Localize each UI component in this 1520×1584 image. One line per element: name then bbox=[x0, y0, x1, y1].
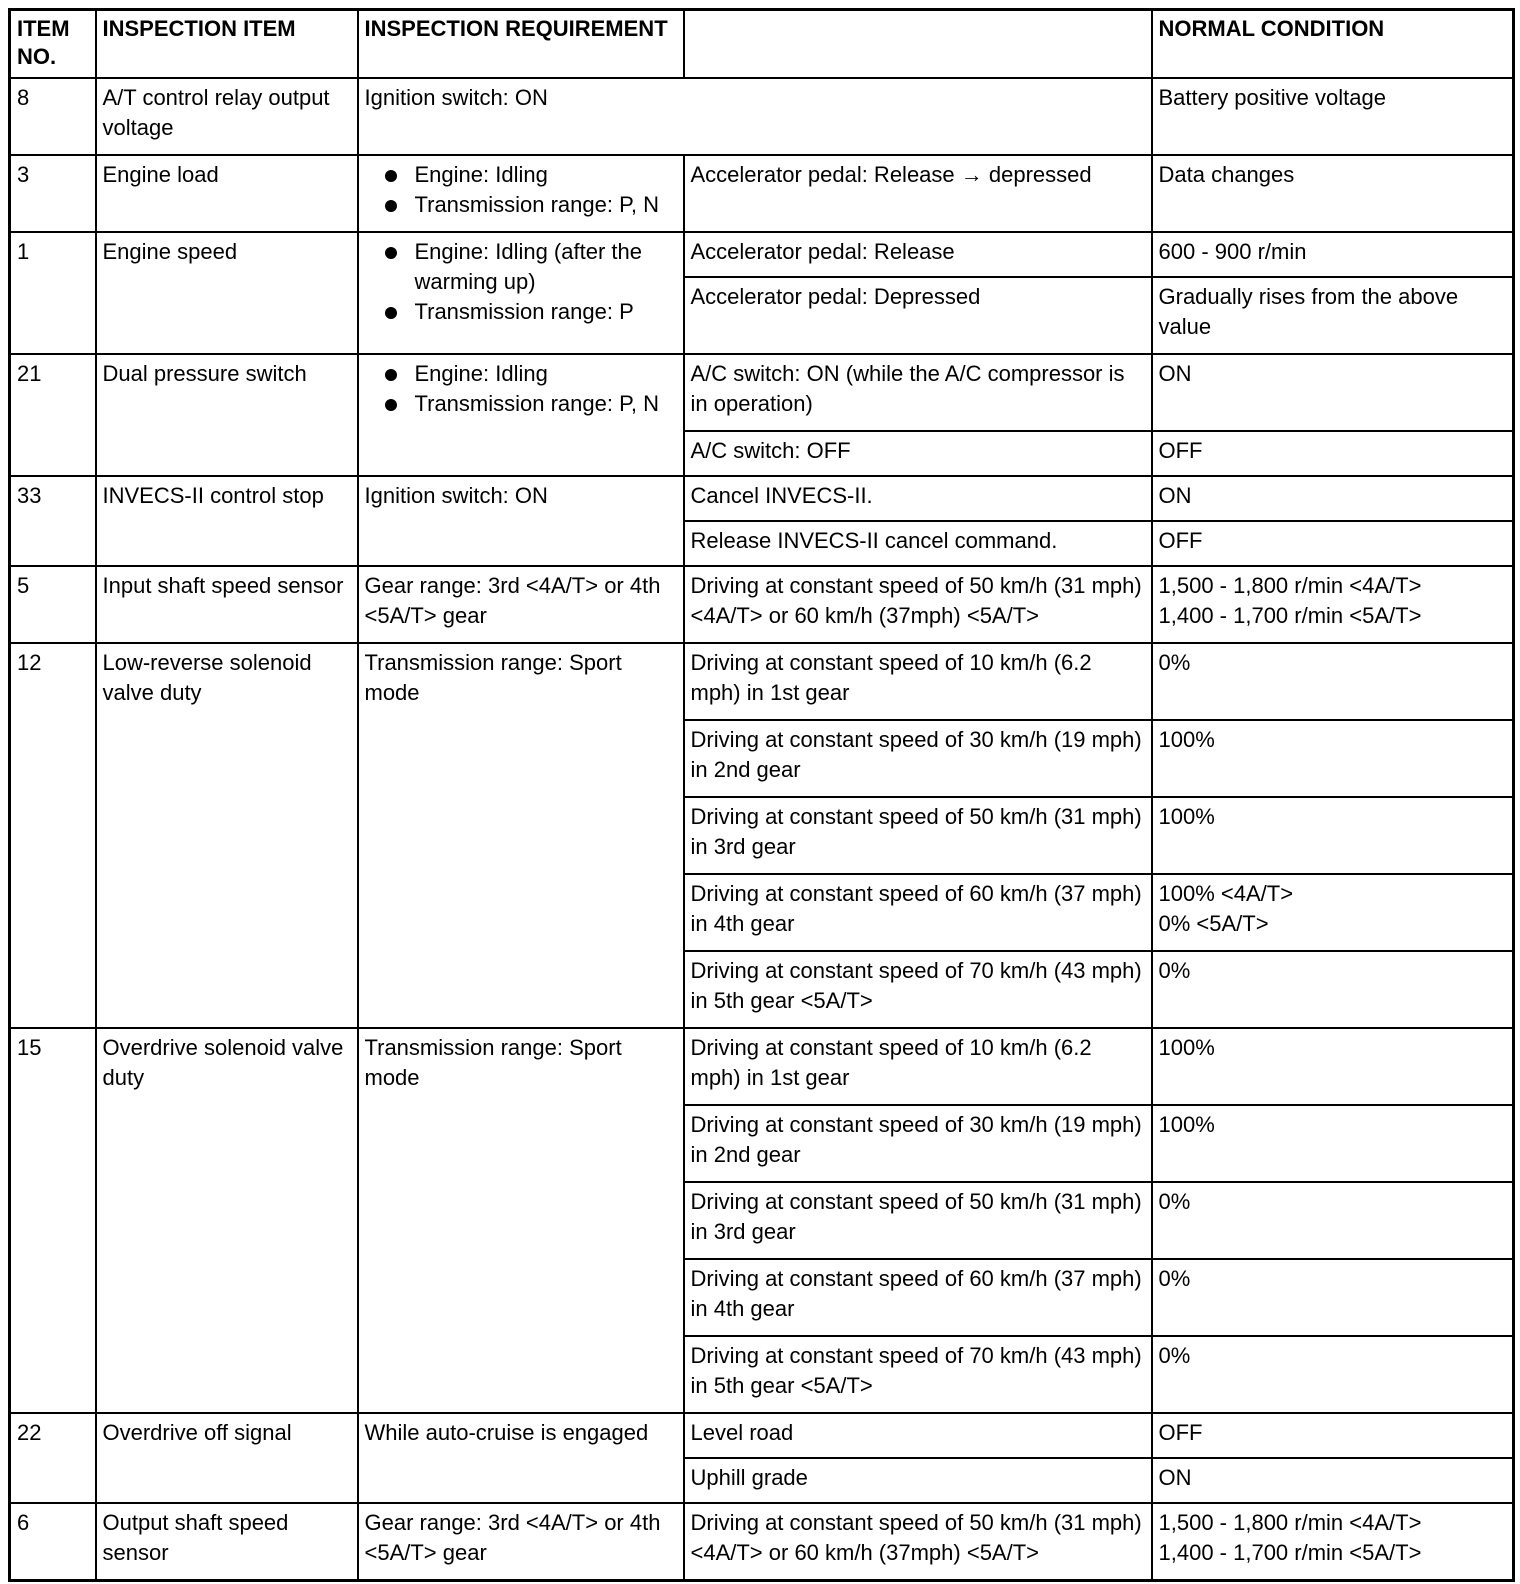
requirement-bullet-list bbox=[365, 160, 677, 220]
table-body bbox=[10, 78, 1514, 1581]
inspection-item-cell: Input shaft speed sensor bbox=[96, 566, 358, 643]
table-row bbox=[10, 566, 1514, 643]
item-no-cell: 22 bbox=[10, 1413, 96, 1503]
normal-condition-cell: OFF bbox=[1152, 431, 1514, 476]
item-no-cell: 8 bbox=[10, 78, 96, 155]
requirement-bullet-item: Engine: Idling bbox=[365, 160, 677, 190]
condition-cell: Driving at constant speed of 30 km/h (19 mph) in 2nd gear bbox=[684, 720, 1152, 797]
normal-condition-cell: 100% bbox=[1152, 1028, 1514, 1105]
condition-cell: Driving at constant speed of 50 km/h (31 mph) <4A/T> or 60 km/h (37mph) <5A/T> bbox=[684, 566, 1152, 643]
requirement-bullet-item: Engine: Idling (after the warming up) bbox=[365, 237, 677, 297]
table-row bbox=[10, 232, 1514, 277]
header-row bbox=[10, 10, 1514, 79]
requirement-bullet-item: Engine: Idling bbox=[365, 359, 677, 389]
header-inspection-item: INSPECTION ITEM bbox=[96, 10, 358, 79]
inspection-item-cell: INVECS-II control stop bbox=[96, 476, 358, 566]
normal-condition-line: 100% <4A/T> bbox=[1158, 880, 1294, 906]
condition-cell: Driving at constant speed of 70 km/h (43 mph) in 5th gear <5A/T> bbox=[684, 1336, 1152, 1413]
item-no-cell: 33 bbox=[10, 476, 96, 566]
normal-condition-cell: 100% bbox=[1152, 797, 1514, 874]
inspection-requirement-cell: Ignition switch: ON bbox=[358, 476, 684, 566]
inspection-requirement-cell bbox=[358, 354, 684, 476]
table-row bbox=[10, 1028, 1514, 1105]
normal-condition-cell: OFF bbox=[1152, 521, 1514, 566]
normal-condition-cell bbox=[1152, 1503, 1514, 1581]
inspection-requirement-cell: Transmission range: Sport mode bbox=[358, 643, 684, 1028]
header-item-no: ITEM NO. bbox=[10, 10, 96, 79]
normal-condition-line: 1,400 - 1,700 r/min <5A/T> bbox=[1158, 602, 1422, 628]
item-no-cell: 21 bbox=[10, 354, 96, 476]
condition-cell: Level road bbox=[684, 1413, 1152, 1458]
inspection-requirement-cell bbox=[358, 232, 684, 354]
normal-condition-cell bbox=[1152, 874, 1514, 951]
condition-cell: Accelerator pedal: Release bbox=[684, 232, 1152, 277]
item-no-cell: 5 bbox=[10, 566, 96, 643]
normal-condition-cell: ON bbox=[1152, 354, 1514, 431]
condition-cell: Driving at constant speed of 50 km/h (31 mph) <4A/T> or 60 km/h (37mph) <5A/T> bbox=[684, 1503, 1152, 1581]
table-row bbox=[10, 1503, 1514, 1581]
condition-cell: Driving at constant speed of 60 km/h (37 mph) in 4th gear bbox=[684, 874, 1152, 951]
normal-condition-line: 1,400 - 1,700 r/min <5A/T> bbox=[1158, 1539, 1422, 1565]
requirement-bullet-item: Transmission range: P, N bbox=[365, 190, 677, 220]
inspection-requirement-cell: Ignition switch: ON bbox=[358, 78, 1152, 155]
normal-condition-cell bbox=[1152, 566, 1514, 643]
normal-condition-line: 1,500 - 1,800 r/min <4A/T> bbox=[1158, 572, 1422, 598]
normal-condition-cell: 100% bbox=[1152, 1105, 1514, 1182]
inspection-requirement-cell: While auto-cruise is engaged bbox=[358, 1413, 684, 1503]
inspection-requirement-cell: Gear range: 3rd <4A/T> or 4th <5A/T> gear bbox=[358, 1503, 684, 1581]
requirement-bullet-list bbox=[365, 359, 677, 419]
normal-condition-cell: ON bbox=[1152, 476, 1514, 521]
condition-cell: Driving at constant speed of 60 km/h (37 mph) in 4th gear bbox=[684, 1259, 1152, 1336]
table-row bbox=[10, 78, 1514, 155]
requirement-bullet-list bbox=[365, 237, 677, 327]
item-no-cell: 12 bbox=[10, 643, 96, 1028]
normal-condition-cell: Battery positive voltage bbox=[1152, 78, 1514, 155]
normal-condition-cell: 100% bbox=[1152, 720, 1514, 797]
inspection-item-cell: Engine speed bbox=[96, 232, 358, 354]
item-no-cell: 3 bbox=[10, 155, 96, 232]
inspection-item-cell: Overdrive solenoid valve duty bbox=[96, 1028, 358, 1413]
normal-condition-cell: 0% bbox=[1152, 1336, 1514, 1413]
inspection-item-cell: Low-reverse solenoid valve duty bbox=[96, 643, 358, 1028]
condition-cell: Driving at constant speed of 10 km/h (6.2 mph) in 1st gear bbox=[684, 1028, 1152, 1105]
normal-condition-cell: 0% bbox=[1152, 951, 1514, 1028]
normal-condition-cell: 0% bbox=[1152, 643, 1514, 720]
table-row bbox=[10, 354, 1514, 431]
requirement-bullet-item: Transmission range: P bbox=[365, 297, 677, 327]
table-row bbox=[10, 643, 1514, 720]
condition-cell: Uphill grade bbox=[684, 1458, 1152, 1503]
condition-cell: Driving at constant speed of 50 km/h (31 mph) in 3rd gear bbox=[684, 797, 1152, 874]
inspection-item-cell: Overdrive off signal bbox=[96, 1413, 358, 1503]
normal-condition-line: 0% <5A/T> bbox=[1158, 910, 1269, 936]
condition-cell: Driving at constant speed of 50 km/h (31 mph) in 3rd gear bbox=[684, 1182, 1152, 1259]
inspection-table bbox=[8, 8, 1515, 1582]
inspection-item-cell: A/T control relay output voltage bbox=[96, 78, 358, 155]
requirement-bullet-item: Transmission range: P, N bbox=[365, 389, 677, 419]
table-row bbox=[10, 1413, 1514, 1458]
inspection-item-cell: Engine load bbox=[96, 155, 358, 232]
condition-cell: Driving at constant speed of 10 km/h (6.2 mph) in 1st gear bbox=[684, 643, 1152, 720]
inspection-requirement-cell bbox=[358, 155, 684, 232]
condition-cell: Cancel INVECS-II. bbox=[684, 476, 1152, 521]
normal-condition-cell: Data changes bbox=[1152, 155, 1514, 232]
normal-condition-cell: ON bbox=[1152, 1458, 1514, 1503]
normal-condition-cell: 0% bbox=[1152, 1182, 1514, 1259]
normal-condition-cell: OFF bbox=[1152, 1413, 1514, 1458]
inspection-requirement-cell: Gear range: 3rd <4A/T> or 4th <5A/T> gear bbox=[358, 566, 684, 643]
inspection-item-cell: Output shaft speed sensor bbox=[96, 1503, 358, 1581]
condition-cell: A/C switch: ON (while the A/C compressor is in operation) bbox=[684, 354, 1152, 431]
condition-cell: A/C switch: OFF bbox=[684, 431, 1152, 476]
item-no-cell: 6 bbox=[10, 1503, 96, 1581]
normal-condition-cell: 0% bbox=[1152, 1259, 1514, 1336]
condition-cell: Driving at constant speed of 70 km/h (43 mph) in 5th gear <5A/T> bbox=[684, 951, 1152, 1028]
condition-cell: Release INVECS-II cancel command. bbox=[684, 521, 1152, 566]
normal-condition-cell: Gradually rises from the above value bbox=[1152, 277, 1514, 354]
header-inspection-requirement: INSPECTION REQUIREMENT bbox=[358, 10, 684, 79]
header-condition bbox=[684, 10, 1152, 79]
condition-cell: Accelerator pedal: Depressed bbox=[684, 277, 1152, 354]
table-row bbox=[10, 155, 1514, 232]
normal-condition-cell: 600 - 900 r/min bbox=[1152, 232, 1514, 277]
header-normal-condition: NORMAL CONDITION bbox=[1152, 10, 1514, 79]
inspection-item-cell: Dual pressure switch bbox=[96, 354, 358, 476]
item-no-cell: 15 bbox=[10, 1028, 96, 1413]
condition-cell: Driving at constant speed of 30 km/h (19 mph) in 2nd gear bbox=[684, 1105, 1152, 1182]
normal-condition-line: 1,500 - 1,800 r/min <4A/T> bbox=[1158, 1509, 1422, 1535]
inspection-requirement-cell: Transmission range: Sport mode bbox=[358, 1028, 684, 1413]
table-row bbox=[10, 476, 1514, 521]
condition-cell: Accelerator pedal: Release → depressed bbox=[684, 155, 1152, 232]
item-no-cell: 1 bbox=[10, 232, 96, 354]
